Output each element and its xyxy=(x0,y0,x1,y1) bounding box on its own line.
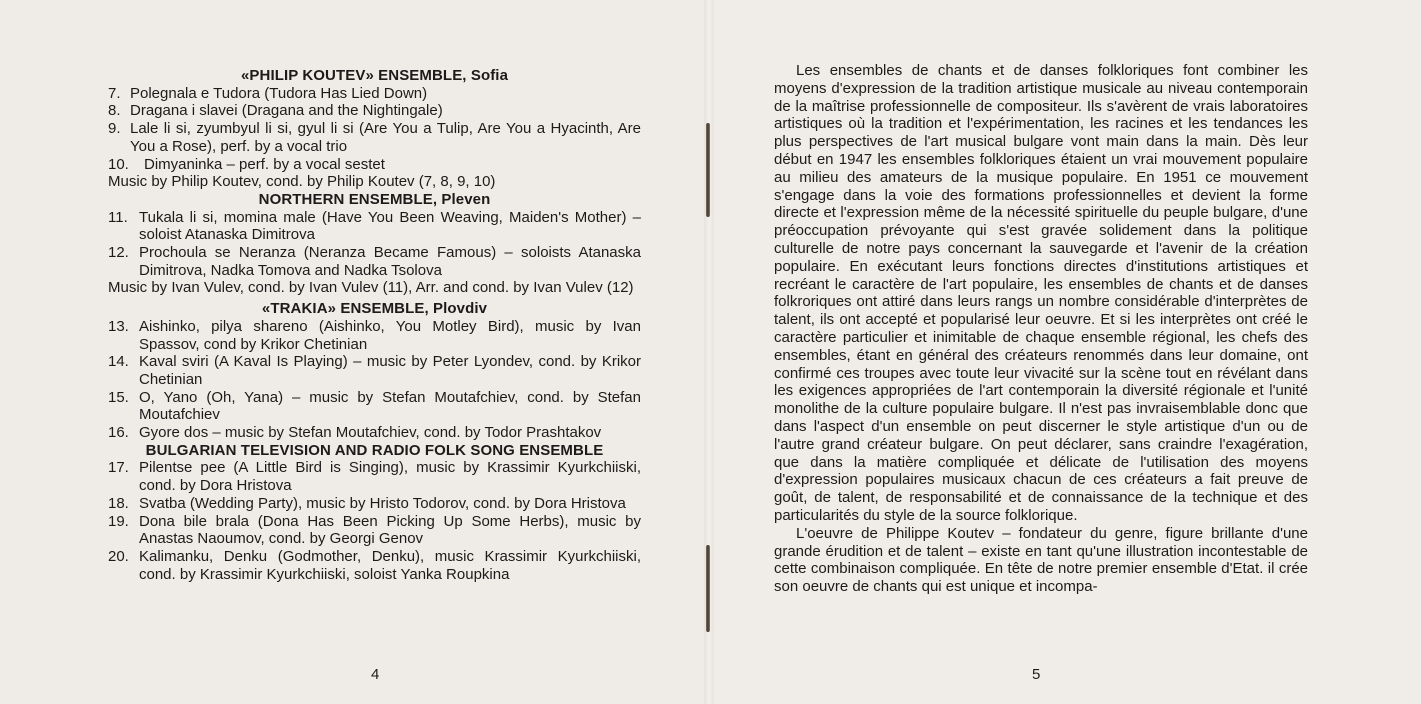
track-item: 17. Pilentse pee (A Little Bird is Singing), music by Krassimir Kyurkchiiski, cond. by Dora Hristova xyxy=(108,459,641,495)
track-item: 13. Aishinko, pilya shareno (Aishinko, You Motley Bird), music by Ivan Spassov, cond by Krikor Chetinian xyxy=(108,317,641,353)
page-number: 5 xyxy=(1032,666,1041,683)
track-item: 8. Dragana i slavei (Dragana and the Nightingale) xyxy=(108,102,443,120)
section-credit: Music by Philip Koutev, cond. by Philip Koutev (7, 8, 9, 10) xyxy=(108,173,496,191)
section-heading: BULGARIAN TELEVISION AND RADIO FOLK SONG ENSEMBLE xyxy=(145,441,604,459)
section-heading: «TRAKIA» ENSEMBLE, Plovdiv xyxy=(261,300,488,318)
page-number: 4 xyxy=(371,666,380,683)
track-listing xyxy=(108,67,641,583)
track-item: 7. Polegnala e Tudora (Tudora Has Lied Down) xyxy=(108,84,428,102)
liner-notes-text xyxy=(774,62,1308,596)
staple xyxy=(706,123,710,217)
right-page xyxy=(708,0,1421,704)
track-item: 12. Prochoula se Neranza (Neranza Became Famous) – soloists Atanaska Dimitrova, Nadka Tomova and Nadka Tsolova xyxy=(108,244,641,279)
track-item: 15. O, Yano (Oh, Yana) – music by Stefan Moutafchiev, cond. by Stefan Moutafchiev xyxy=(108,388,641,424)
paragraph: L'oeuvre de Philippe Koutev – fondateur du genre, figure brillante d'une grande érudition et de talent – existe en tant qu'une illustration incontestable de cette combinaison compliquée. En tête de notre premier ensemble d'Etat. il crée son oeuvre de chants qui est unique et incompa- xyxy=(774,524,1308,596)
track-item: 16. Gyore dos – music by Stefan Moutafchiev, cond. by Todor Prashtakov xyxy=(108,424,602,442)
paragraph: Les ensembles de chants et de danses folkloriques font combiner les moyens d'expression de la tradition artistique musicale au niveau contemporain de la maîtrise professionnelle de compositeur. Ils s'avèrent de vrais laboratoires artistiques où la tradition et l'expérimentation, les racines et les tendances les plus perspectives de l'art musical bulgare vont main dans la main. Dès leur début en 1947 les ensembles folkloriques étaient un vrai mouvement populaire au milieu des amateurs de la musique populaire. En 1951 ce mouvement s'engage dans la voie des formations professionnelles et devient la forme directe et l'expression même de la nécessité spirituelle du peuple bulgare, d'une préoccupation prévoyante qui s'est gravée solidement dans la politique culturelle de notre pays concernant la sauvegarde et l'avenir de la création populaire. En exécutant leurs fonctions directes d'institutions artistiques et recréant le caractère de l'art populaire, les ensembles de chants et de danses folkroriques ont attiré dans leurs rangs un nombre considérable d'interprètes de talent, ils ont accepté et popularisé leur oeuvre. Et si les interprètes ont créé le caractère particulier et inimitable de chaque ensemble régional, les chefs des ensembles, étant en général des créateurs renommés dans leur domaine, ont confirmé ces troupes avec toute leur vivacité sur la scène tout en révélant dans les exigences appropriées de l'art contemporain la diversité régionale et l'unité monolithe de la culture populaire bulgare. Il n'est pas invraisemblable donc que dans l'aspect d'un ensemble on peut discerner le style artistique d'un ou de l'autre grand créateur bulgare. On peut déclarer, sans craindre l'exagération, que dans la matière compliquée et délicate de l'utilisation des moyens d'expression populaires musicaux chacun de ces créateurs a fait preuve de goût, de talent, de responsabilité et de connaissance de la technique et des particularités du style de la source folklorique. xyxy=(774,62,1308,524)
section-heading: NORTHERN ENSEMBLE, Pleven xyxy=(258,190,491,208)
track-item: 10. Dimyaninka – perf. by a vocal sestet xyxy=(108,155,385,173)
staple xyxy=(706,545,710,632)
track-item: 19. Dona bile brala (Dona Has Been Picking Up Some Herbs), music by Anastas Naoumov, cond. by Georgi Genov xyxy=(108,512,641,548)
track-item: 18. Svatba (Wedding Party), music by Hristo Todorov, cond. by Dora Hristova xyxy=(108,494,626,512)
track-item: 11. Tukala li si, momina male (Have You Been Weaving, Maiden's Mother) – soloist Atanaska Dimitrova xyxy=(108,208,641,244)
section-heading: «PHILIP KOUTEV» ENSEMBLE, Sofia xyxy=(240,67,509,84)
track-item: 9. Lale li si, zyumbyul li si, gyul li si (Are You a Tulip, Are You a Hyacinth, Are You a Rose), perf. by a vocal trio xyxy=(108,120,641,155)
section-credit: Music by Ivan Vulev, cond. by Ivan Vulev (11), Arr. and cond. by Ivan Vulev (12) xyxy=(108,279,634,297)
track-item: 20. Kalimanku, Denku (Godmother, Denku), music Krassimir Kyurkchiiski, cond. by Krassimir Kyurkchiiski, soloist Yanka Roupkina xyxy=(108,547,641,583)
track-item: 14. Kaval sviri (A Kaval Is Playing) – music by Peter Lyondev, cond. by Krikor Chetinian xyxy=(108,353,641,388)
left-page xyxy=(0,0,708,704)
